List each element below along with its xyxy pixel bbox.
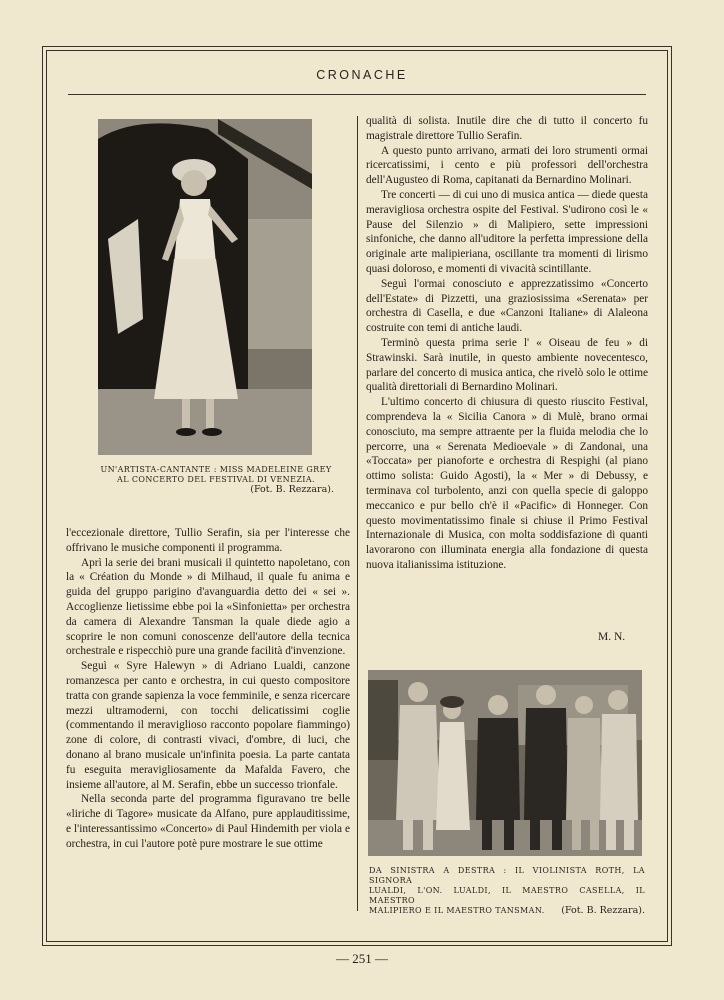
paragraph: Seguì l'ormai conosciuto e apprezzatissimo «Concerto dell'Estate» di Pizzetti, una graziosissima «Serenata» per orchestra di Casella, e due «Canzoni Italiane» di Alaleona costruite con temi di antiche laudi. [366, 277, 648, 335]
left-column-text [66, 526, 350, 852]
photo-group [368, 670, 642, 856]
paragraph: qualità di solista. Inutile dire che di tutto il concerto fu magistrale direttore Tullio Serafin. [366, 115, 648, 142]
photo-credit: (Fot. B. Rezzara). [250, 484, 334, 495]
section-title: CRONACHE [316, 68, 408, 82]
photo-credit: (Fot. B. Rezzara). [561, 905, 645, 916]
paragraph: Nella seconda parte del programma figuravano tre belle «liriche di Tagore» musicate da Alfano, pure applauditissime, e l'interessantissimo «Concerto» di Paul Hindemith per viola e orchestra, in cui l'autore potè pure mostrare le sue ottime [66, 793, 350, 850]
caption-line: MALIPIERO E IL MAESTRO TANSMAN. [369, 906, 545, 915]
paragraph: L'ultimo concerto di chiusura di questo riuscito Festival, comprendeva la « Sicilia Canora » di Mulè, brano ormai conosciuto, ma sempre attraente per la fluida melodia che lo percorre, una « Serenata Medioevale » di Zandonai, una «Toccata» per pianoforte e orchestra di Respighi (al piano ottimo solista: Guido Agosti), la « Mer » di Debussy, e terminava col turbolento, anzi con quella specie di galoppo meccanico e pur bello ch'è il «Pacific» di Honneger. Con questo movimentatissimo finale si chiuse il Primo Festival Internazionale di Musica, con molta soddisfazione di quanti lavorarono con illuminata energia alla fondazione di questa nuova italianissima istituzione. [366, 396, 648, 571]
photo-group-caption [369, 866, 645, 916]
paragraph: Terminò questa prima serie l' « Oiseau de feu » di Strawinski. Sarà inutile, in questo ambiente novecentesco, parlare del concerto di musica antica, che rivelò solo le ottime qualità direttoriali di Bernardino Molinari. [366, 336, 648, 394]
caption-line: UN'ARTISTA-CANTANTE : MISS MADELEINE GREY [100, 465, 332, 474]
paragraph: Tre concerti — di cui uno di musica antica — diede questa meravigliosa orchestra ospite del Festival. S'udirono così le « Pause del Silenzio » di Malipiero, sette impressioni sinfoniche, che danno all'uditore la perfetta impressione della originale arte malipieriana, oscillante tra momenti di lirismo quasi doloroso, e momenti di vivacità scintillante. [366, 188, 648, 275]
page-number: — 251 — [336, 951, 388, 966]
author-signature: M. N. [598, 631, 626, 643]
column-divider [357, 116, 358, 911]
photo-singer-caption [98, 465, 334, 495]
paragraph: Aprì la serie dei brani musicali il quintetto napoletano, con la « Création du Monde » di Milhaud, il quale fu anima e guida del gruppo parigino d'avanguardia detto dei « sei ». Accoglienze lietissime ebbe poi la «Sinfonietta» per orchestra da camera di Alexandre Tansman la quale diede agio a scoprire le non comuni conoscenze dell'autore della tecnica orchestrale e rispecchiò pure una grande facilità d'invenzione. [66, 556, 350, 658]
paragraph: l'eccezionale direttore, Tullio Serafin, sia per l'interesse che offrivano le musiche componenti il programma. [66, 527, 350, 554]
right-column-text [366, 114, 648, 573]
caption-line: AL CONCERTO DEL FESTIVAL DI VENEZIA. [117, 475, 315, 484]
header-rule [68, 94, 646, 95]
photo-singer [98, 119, 312, 455]
caption-line: LUALDI, L'ON. LUALDI, IL MAESTRO CASELLA, IL MAESTRO [369, 886, 645, 905]
caption-line: DA SINISTRA A DESTRA : IL VIOLINISTA ROTH, LA SIGNORA [369, 866, 645, 885]
paragraph: Seguì « Syre Halewyn » di Adriano Lualdi, canzone romanzesca per canto e orchestra, in cui questo compositore tratta con grande sapienza la voce femminile, e senza ricercare mezzi ultramoderni, con tocchi delicatissimi coglie (commentando il meraviglioso racconto popolare fiammingo) zone di colore, di contrasti vivaci, d'ombre, di luci, che donano al brano musicale un'infinita poesia. La parte cantata fu eseguita meravigliosamente da Mafalda Favero, che insieme all'autore, al M. Serafin, ebbe un successo trionfale. [66, 660, 350, 791]
paragraph: A questo punto arrivano, armati dei loro strumenti ormai ricercatissimi, i cento e più professori dell'orchestra dell'Augusteo di Roma, capitanati da Bernardino Molinari. [366, 144, 648, 187]
